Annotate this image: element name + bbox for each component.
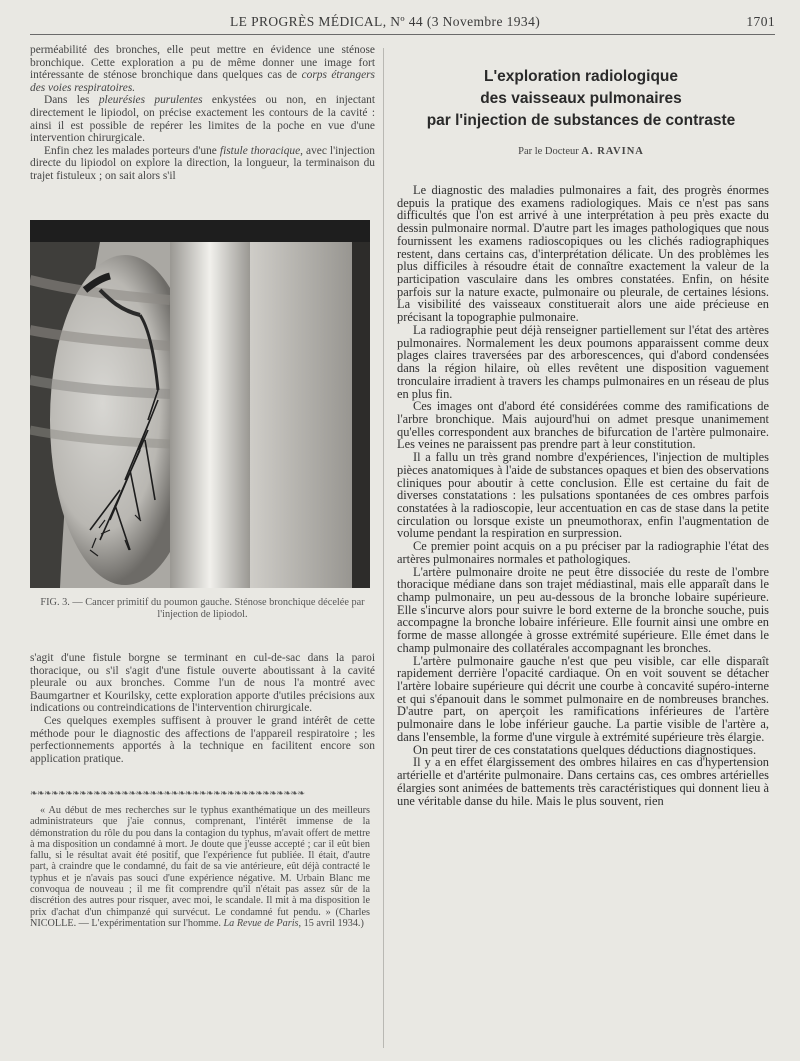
column-divider [383,48,384,1048]
article-title [395,66,767,132]
italic-phrase: La Revue de Paris [223,917,299,929]
left-paragraph-4: s'agit d'une fistule borgne se terminant en cul-de-sac dans la paroi thoracique, ou s'il s'agit d'une fistule ouverte aboutissant à la cavité pleurale ou aux bronches. Comme l'un de nous l'a montré avec Baumgartner et Kourilsky, cette exploration apporte d'utiles précisions aux indications ou contreindications de l'intervention chirurgicale. [30,652,375,715]
article-paragraph: Ce premier point acquis on a pu préciser par la radiographie l'état des artères pulmonaires normales et pathologiques. [397,539,769,566]
article-paragraph: Il y a en effet élargissement des ombres hilaires en cas d'hypertension artérielle et d'artérite pulmonaire. Dans certains cas, ces ombres artérielles élargies sont animées de battements très caractéristiques qui donnent lieu à une véritable danse du hile. Mais le plus souvent, rien [397,755,769,808]
byline-prefix: Par le Docteur [518,146,579,157]
italic-phrase: pleurésies purulentes [98,94,203,107]
byline-author: A. RAVINA [581,146,644,157]
article-paragraph: Ces images ont d'abord été considérées comme des ramifications de l'arbre bronchique. Mais aujourd'hui on admet presque unanimement qu'elles correspondent aux branches de bifurcation de l'artère pulmonaire. Les veines ne paraissent pas prendre part à leur constitution. [397,399,769,452]
article-paragraph: Il a fallu un très grand nombre d'expériences, l'injection de multiples pièces anatomiques à l'aide de substances opaques et bien des observations cliniques pour aboutir à cette conclusion. Elle est certaine du fait de diverses constatations : les pulsations spontanées de ces ombres parfois constatées à la radioscopie, leur accentuation en cas de stase dans la petite circulation ou lorsque existe un pneumothorax, enfin l'augmentation de volume pendant la respiration en surpression. [397,450,769,541]
article-paragraph: On peut tirer de ces constatations quelques déductions diagnostiques. [413,742,757,757]
page-number: 1701 [746,14,775,29]
left-paragraph-3: Enfin chez les malades porteurs d'une fistule thoracique, avec l'injection directe du lipiodol on explore la direction, la longueur, la terminaison du trajet fistuleux ; on sait alors s'il [30,144,376,182]
ornamental-divider: ❧❧❧❧❧❧❧❧❧❧❧❧❧❧❧❧❧❧❧❧❧❧❧❧❧❧❧❧❧❧❧❧❧❧❧❧❧❧❧ [30,788,305,798]
left-column-bottom [30,652,375,765]
left-column-top [30,44,375,183]
byline [395,146,767,157]
footnote-quote [30,805,370,929]
left-paragraph-2: Dans les pleurésies purulentes enkystées ou non, en injectant directement le lipiodol, on précise exactement les contours de la cavité : ainsi il est possible de repérer les limites de la poche en vue d'une intervention chirurgicale. [30,94,375,145]
article-paragraph: La radiographie peut déjà renseigner partiellement sur l'état des artères pulmonaires. Normalement les deux poumons apparaissent comme deux plages claires traversées par des arborescences, qui d'abord condensées dans la région hilaire, où elles revêtent une disposition vaguement tronculaire irradient à travers les champs pulmonaires en un réseau de plus en plus fin. [397,322,769,401]
article-title-line: par l'injection de substances de contraste [426,112,736,129]
radiograph-figure [30,220,370,588]
running-title: LE PROGRÈS MÉDICAL, Nº 44 (3 Novembre 1934) [230,14,541,29]
italic-phrase: fistule thoracique [219,144,301,157]
italic-phrase: corps étrangers des voies respiratoires. [30,69,375,94]
running-header [30,12,775,35]
footnote-text: « Au début de mes recherches sur le typhus exanthématique un des meilleurs administrateurs que j'aie connus, comprenant, l'intérêt immense de la démonstration du rôle du pou dans la contagion du typhus, m'avait offert de mettre à ma disposition un condamné à mort. Je doute que j'eusse accepté ; car il eût bien fallu, si le résultat avait été positif, que l'expérience fut publiée. Il était, d'autre part, à craindre que le condamné, du fait de sa vie antérieure, eût déjà contracté le typhus et je n'avais pas souci d'une expérience négative. M. Urbain Blanc me convoqua de nouveau ; il me fit comprendre qu'il n'était pas assez sûr de la discrétion des autres pour risquer, avec moi, le scandale. Il mit à ma disposition le prix d'achat d'un chimpanzé qui survécut. Le condamné fut pendu. » (Charles NICOLLE. — L'expérimentation sur l'homme. La Revue de Paris, 15 avril 1934.) [30,805,370,929]
article-paragraph: L'artère pulmonaire gauche n'est que peu visible, car elle disparaît rapidement derrière l'opacité cardiaque. On en voit souvent se détacher l'artère lobaire supérieure qui décrit une courbe à concavité supéro-interne et qui s'épanouit dans le sommet pulmonaire en de nombreuses branches. D'autre part, on aperçoit les ramifications inférieures de l'artère pulmonaire dans le lobe inférieur gauche. La partie visible de l'artère a, dans l'ensemble, la forme d'une virgule à extrémité supérieure très élargie. [397,653,769,744]
radiograph-image [30,220,370,588]
figure-caption: FIG. 3. — Cancer primitif du poumon gauche. Sténose bronchique décelée par l'injection de lipiodol. [40,597,365,620]
article-body [397,184,769,807]
article-title-line: L'exploration radiologique [484,68,678,85]
article-paragraph: L'artère pulmonaire droite ne peut être dissociée du reste de l'ombre thoracique médiane dans son trajet médiastinal, mais elle apparaît dans le champ pulmonaire, un peu au-dessous de la bronche lobaire supérieure. Elle s'incurve alors pour suivre le bord externe de la bronche souche, puis accompagne la bronche lobaire inférieure. Elle fournit ainsi une ombre en forme de masse allongée à grosse extrémité supérieure. Elle émet dans le champ pulmonaire des collatérales accompagnant les bronches. [397,564,769,655]
left-paragraph-1: perméabilité des bronches, elle peut mettre en évidence une sténose bronchique. Cette exploration a pu de même donner une image fort intéressante de sténose bronchique dans quelques cas de corps étrangers des voies respiratoires. [30,44,375,94]
article-paragraph: Le diagnostic des maladies pulmonaires a fait, des progrès énormes depuis la pratique des examens radiologiques. Mais ce n'est pas sans difficultés que l'on est arrivé à une interprétation à peu près exacte du dessin pulmonaire normal. D'autre part les images pathologiques que nous fournissent les examens radioscopiques ou les clichés radiographiques restent, dans certains cas, d'interprétation délicate. Un des problèmes les plus difficiles à résoudre était de connaître exactement la valeur de la participation vasculaire dans les ombres constatées. Enfin, on hésite parfois sur la nature exacte, pulmonaire ou pleurale, de certaines lésions. La visibilité des vaisseaux constituerait alors une aide précieuse en précisant la topographie pulmonaire. [397,183,769,325]
article-title-line: des vaisseaux pulmonaires [480,90,682,107]
left-paragraph-5: Ces quelques exemples suffisent à prouver le grand intérêt de cette méthode pour le diagnostic des affections de l'appareil respiratoire ; les perfectionnements apportés à la technique en facilitent encore son application pratique. [30,714,375,765]
